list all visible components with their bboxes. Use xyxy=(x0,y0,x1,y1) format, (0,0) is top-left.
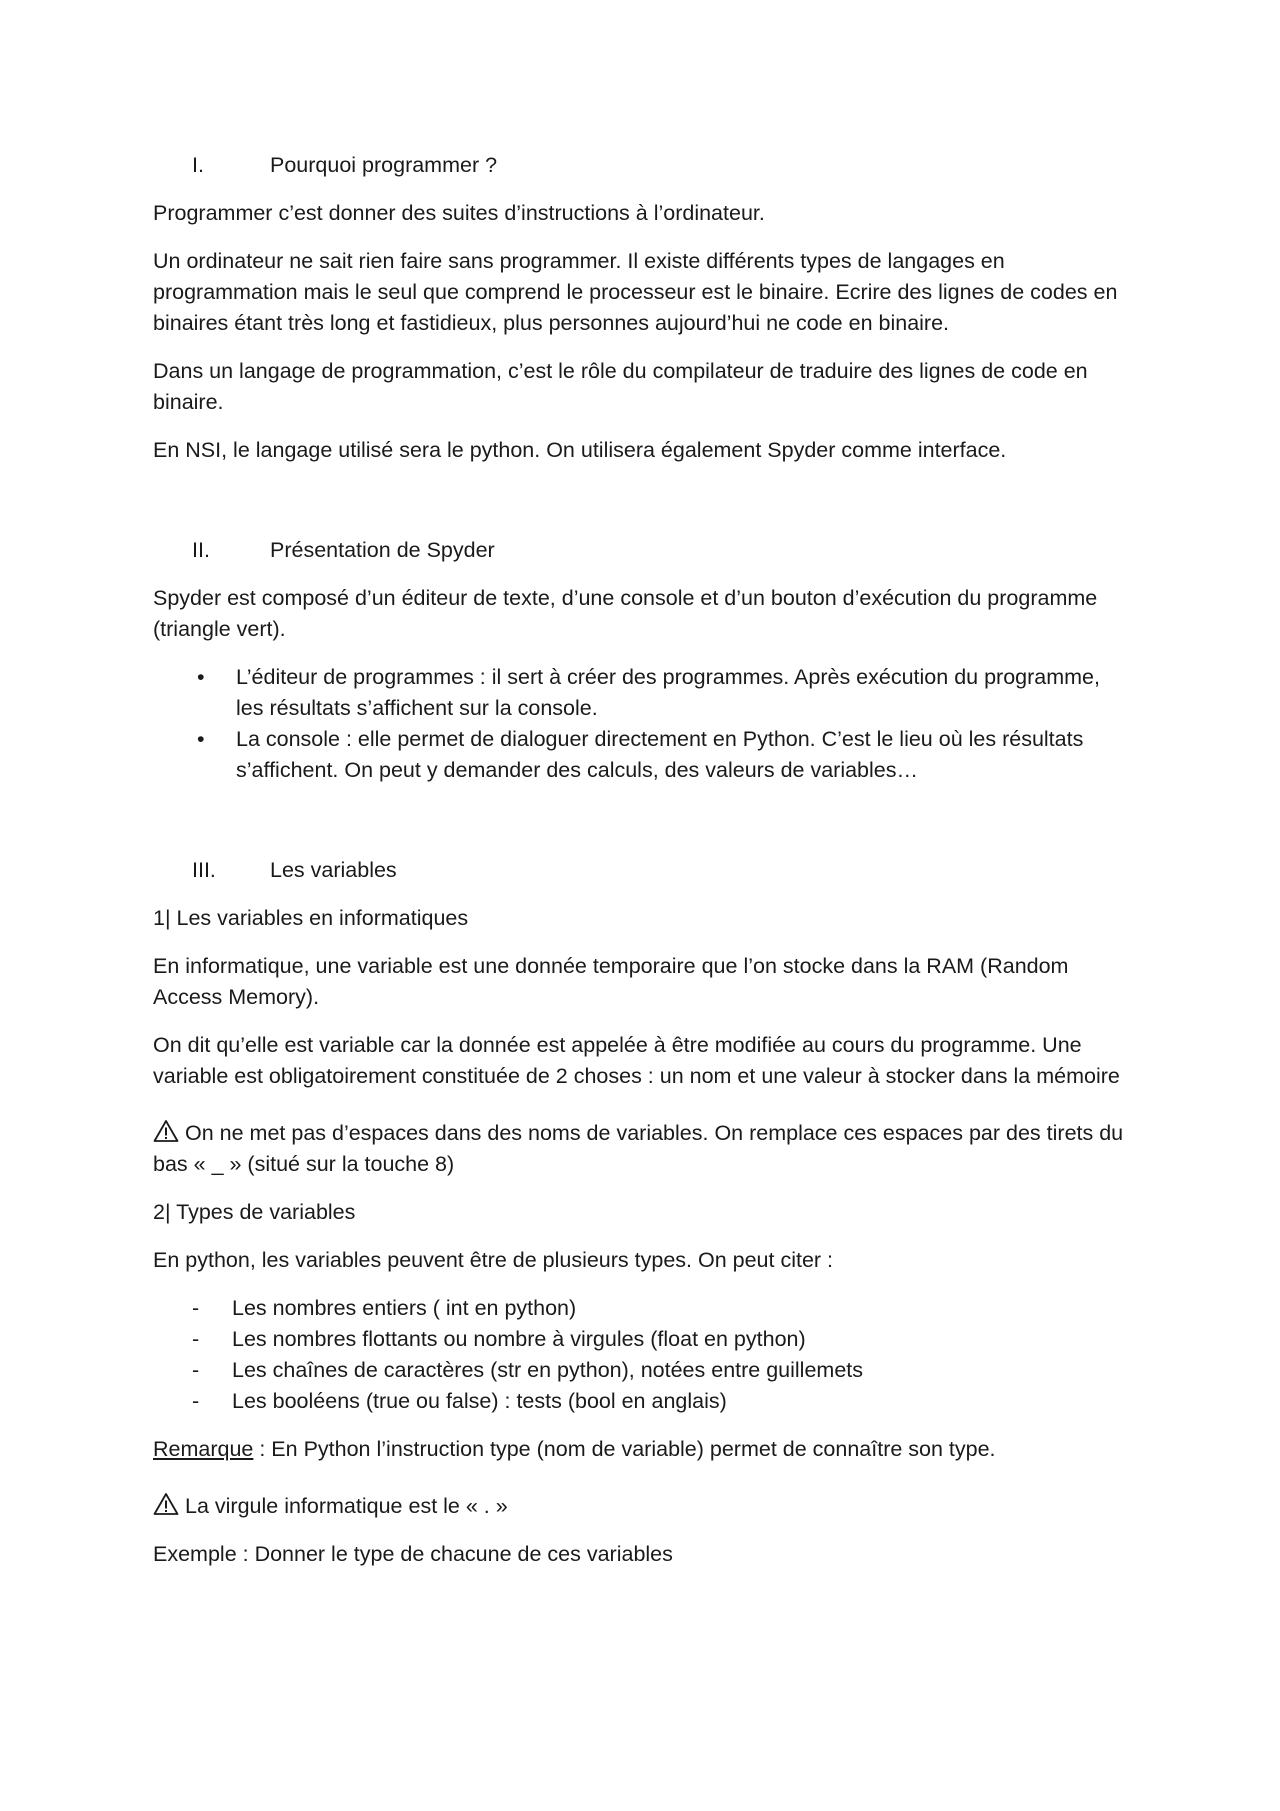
bullet-icon: • xyxy=(197,727,205,751)
paragraph: En informatique, une variable est une donnée temporaire que l’on stocke dans la RAM (Random Access Memory). xyxy=(153,954,1069,1009)
paragraph: On dit qu’elle est variable car la donnée est appelée à être modifiée au cours du programme. Une variable est obligatoirement constituée de 2 choses : un nom et une valeur à stocker dans la mémoire xyxy=(153,1033,1120,1088)
list-item xyxy=(153,1386,1133,1417)
example-text: Exemple : Donner le type de chacune de ces variables xyxy=(153,1542,673,1566)
section-title: Les variables xyxy=(270,858,397,882)
remark-label: Remarque xyxy=(153,1437,254,1461)
section-heading-2 xyxy=(153,535,1133,566)
remark xyxy=(153,1434,1133,1465)
paragraph: Spyder est composé d’un éditeur de texte, d’une console et d’un bouton d’exécution du programme (triangle vert). xyxy=(153,586,1098,641)
list-item xyxy=(153,1293,1133,1324)
section-number: II. xyxy=(192,538,210,562)
warning-text: On ne met pas d’espaces dans des noms de variables. On remplace ces espaces par des tirets du bas « _ » (situé sur la touche 8) xyxy=(153,1121,1124,1176)
list-item xyxy=(153,1355,1133,1386)
warning-icon xyxy=(153,1119,179,1143)
paragraph: Programmer c’est donner des suites d’instructions à l’ordinateur. xyxy=(153,201,765,225)
warning-note xyxy=(153,1491,1133,1522)
bullet-list xyxy=(153,662,1133,786)
section-heading-1 xyxy=(153,150,1133,181)
dash-icon: - xyxy=(192,1358,200,1382)
paragraph: Un ordinateur ne sait rien faire sans programmer. Il existe différents types de langages en programmation mais le seul que comprend le processeur est le binaire. Ecrire des lignes de codes en binaires étant très long et fastidieux, plus personnes aujourd’hui ne code en binaire. xyxy=(153,249,1118,335)
remark-text: : En Python l’instruction type (nom de variable) permet de connaître son type. xyxy=(253,1437,996,1461)
subsection-title: 1| Les variables en informatiques xyxy=(153,906,469,930)
list-item xyxy=(153,724,1133,786)
list-item-text: Les nombres flottants ou nombre à virgules (float en python) xyxy=(232,1327,806,1351)
warning-text: La virgule informatique est le « . » xyxy=(185,1494,508,1518)
list-item-text: Les booléens (true ou false) : tests (bool en anglais) xyxy=(232,1389,727,1413)
section-title: Pourquoi programmer ? xyxy=(270,153,498,177)
dash-icon: - xyxy=(192,1389,200,1413)
subsection-title: 2| Types de variables xyxy=(153,1200,356,1224)
section-number: I. xyxy=(192,153,204,177)
list-item xyxy=(153,662,1133,724)
list-item-text: L’éditeur de programmes : il sert à créer des programmes. Après exécution du programme, les résultats s’affichent sur la console. xyxy=(236,665,1100,720)
section-number: III. xyxy=(192,858,216,882)
list-item-text: Les chaînes de caractères (str en python), notées entre guillemets xyxy=(232,1358,864,1382)
section-heading-3 xyxy=(153,855,1133,886)
dash-icon: - xyxy=(192,1296,200,1320)
list-item-text: La console : elle permet de dialoguer directement en Python. C’est le lieu où les résultats s’affichent. On peut y demander des calculs, des valeurs de variables… xyxy=(236,727,1084,782)
document-content xyxy=(153,150,1133,1587)
paragraph: En NSI, le langage utilisé sera le python. On utilisera également Spyder comme interface. xyxy=(153,438,1007,462)
paragraph: Dans un langage de programmation, c’est le rôle du compilateur de traduire des lignes de code en binaire. xyxy=(153,359,1088,414)
dash-list xyxy=(153,1293,1133,1417)
warning-icon xyxy=(153,1492,179,1516)
warning-note xyxy=(153,1118,1133,1180)
list-item xyxy=(153,1324,1133,1355)
dash-icon: - xyxy=(192,1327,200,1351)
list-item-text: Les nombres entiers ( int en python) xyxy=(232,1296,577,1320)
section-title: Présentation de Spyder xyxy=(270,538,495,562)
paragraph: En python, les variables peuvent être de plusieurs types. On peut citer : xyxy=(153,1248,834,1272)
bullet-icon: • xyxy=(197,665,205,689)
